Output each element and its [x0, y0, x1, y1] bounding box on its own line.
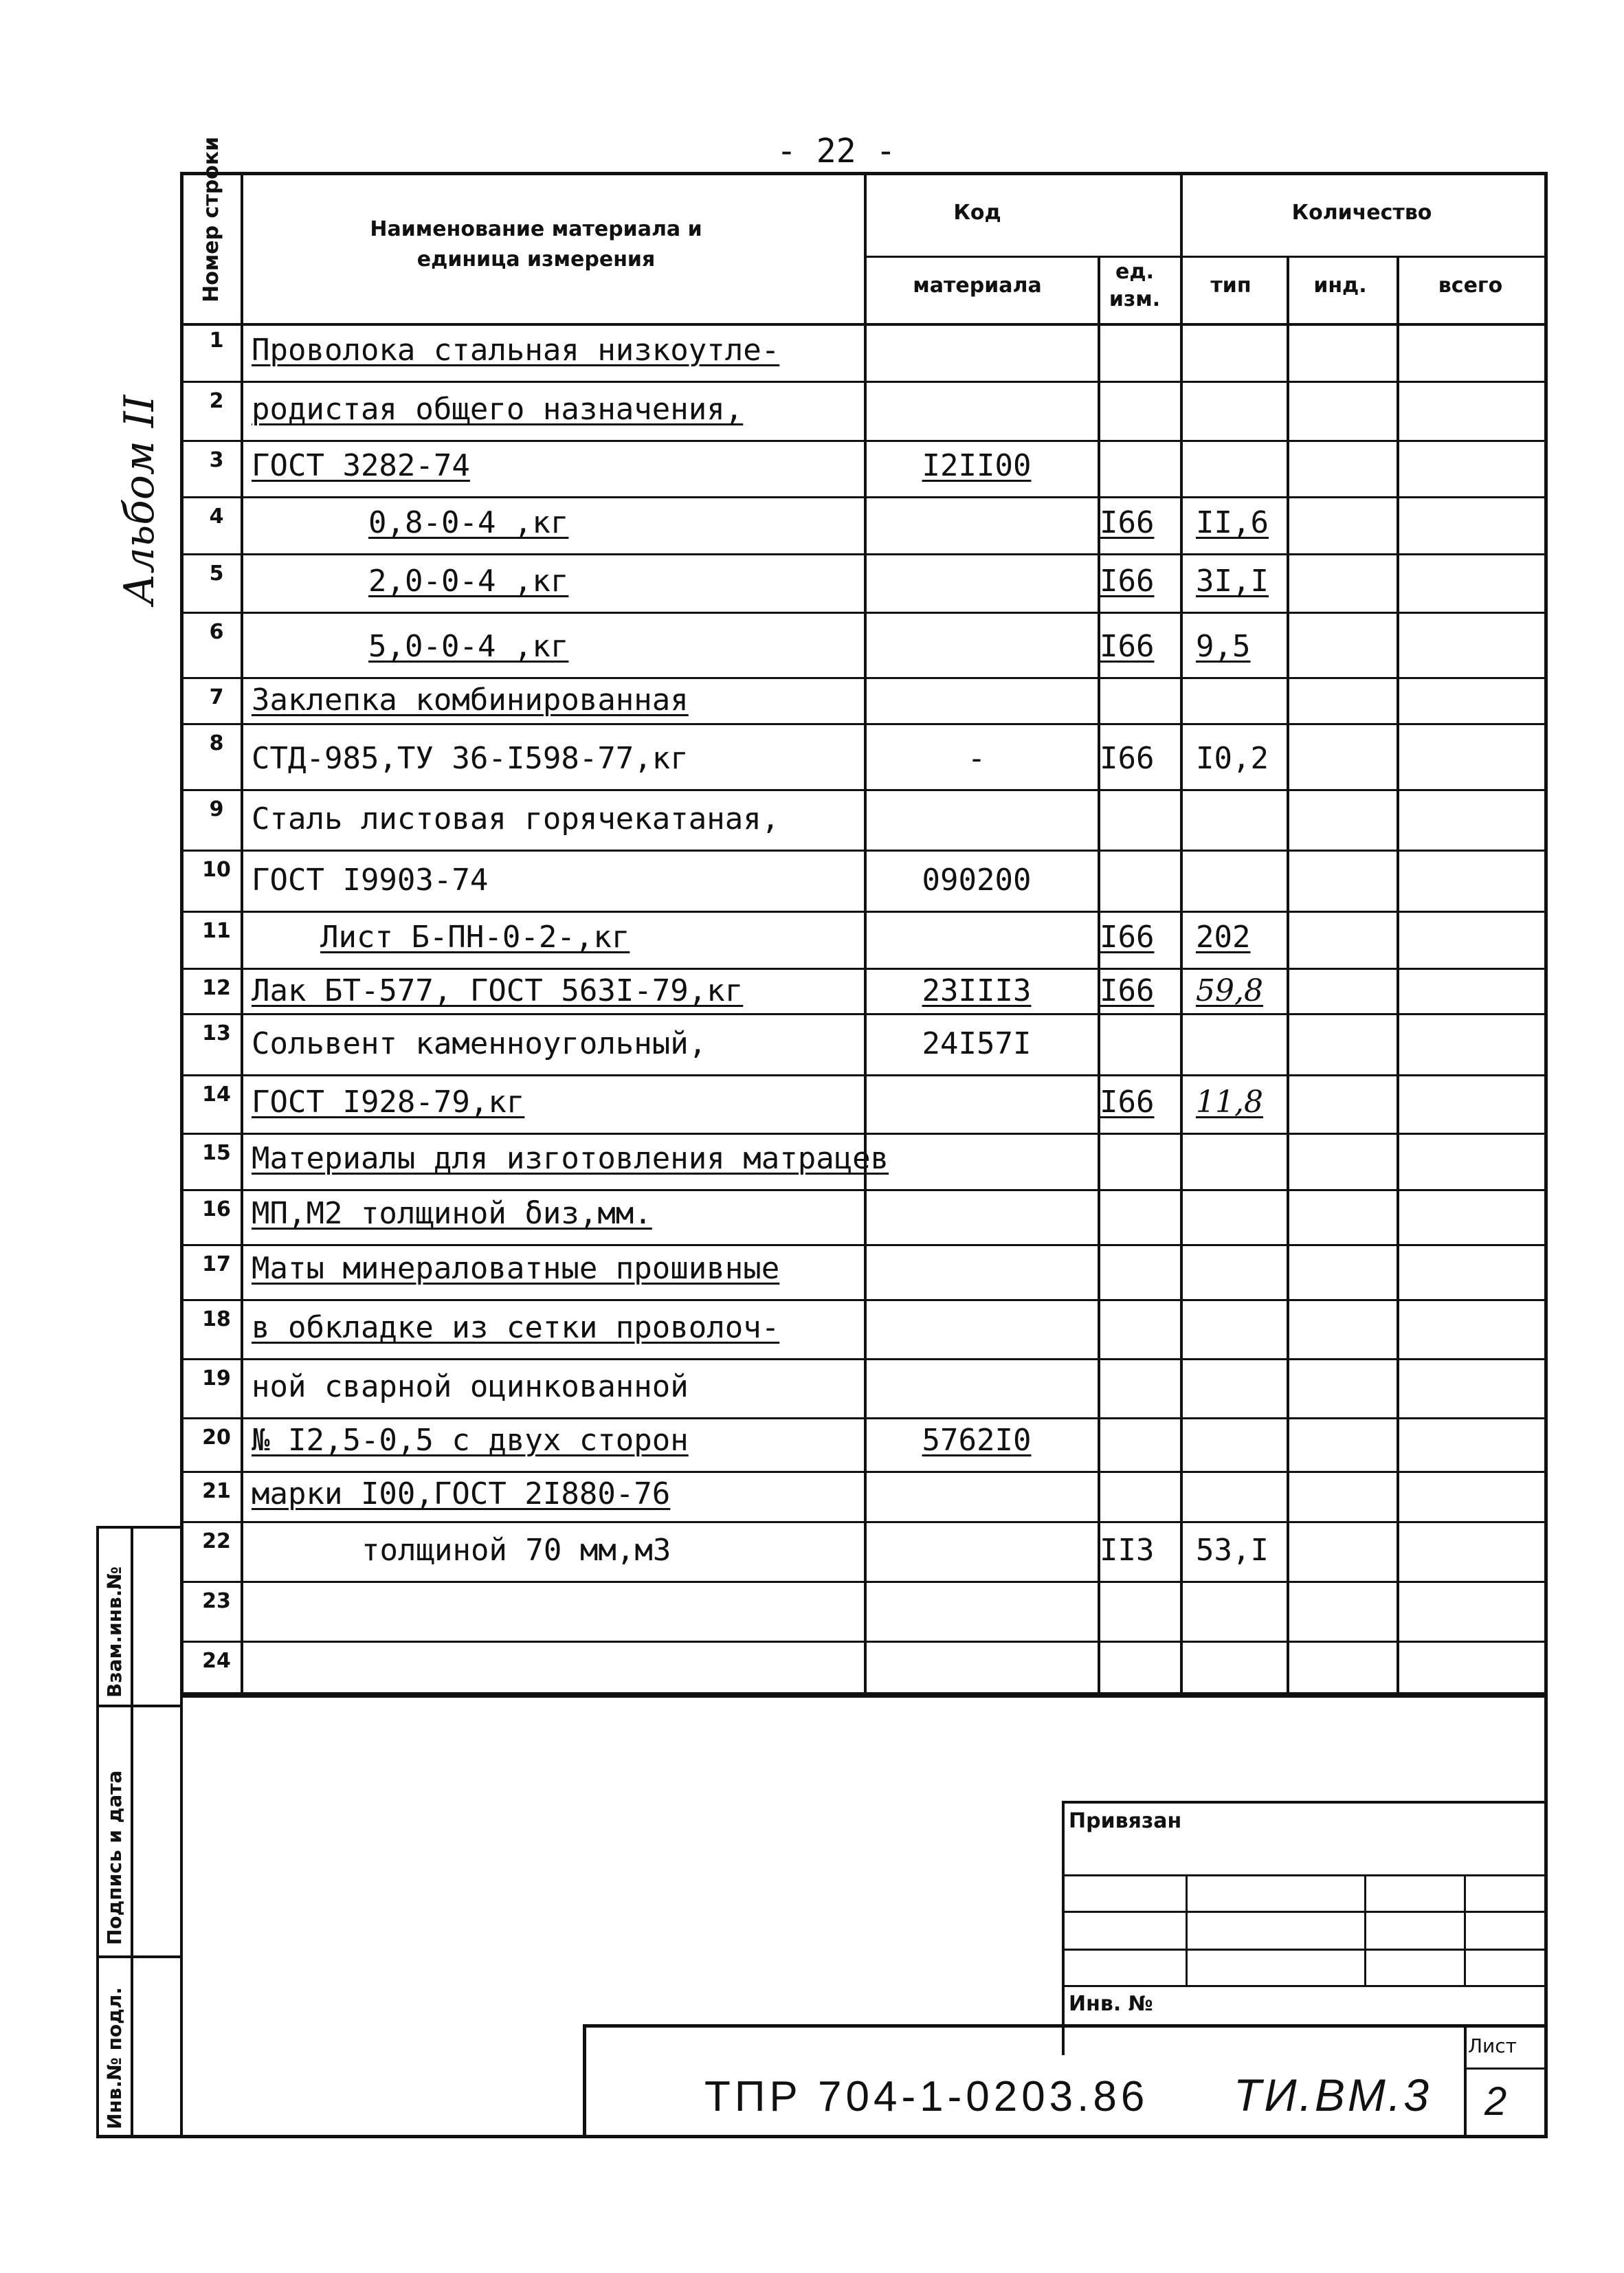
material-name: родистая общего назначения, [252, 392, 744, 427]
stamp-inv-podl: Инв.№ подл. [103, 1987, 126, 2129]
quantity-type: I0,2 [1196, 741, 1269, 776]
material-name: Заклепка комбинированная [252, 683, 689, 718]
material-name: Лист Б-ПН-0-2-,кг [320, 920, 630, 955]
material-name: Сольвент каменноугольный, [252, 1026, 707, 1061]
row-number: 4 [209, 505, 224, 529]
material-name: толщиной 70 мм,м3 [361, 1533, 671, 1568]
material-code: 5762I0 [922, 1423, 1032, 1458]
row-number: 10 [202, 858, 231, 882]
material-name: 2,0-0-4 ,кг [368, 564, 569, 599]
unit-code: II3 [1100, 1533, 1155, 1568]
material-code: 23III3 [922, 973, 1032, 1008]
row-number: 14 [202, 1083, 231, 1107]
material-name: ГОСТ I9903-74 [252, 863, 489, 898]
row-number: 19 [202, 1366, 231, 1390]
row-number: 13 [202, 1021, 231, 1045]
header-q-type: тип [1210, 274, 1252, 298]
material-name: СТД-985,ТУ 36-I598-77,кг [252, 741, 689, 776]
row-number: 23 [202, 1589, 231, 1613]
row-number: 8 [209, 731, 224, 755]
sheet-label: Лист [1468, 2034, 1517, 2057]
unit-code: I66 [1100, 564, 1155, 599]
header-material-name: Наименование материала и единица измерения [370, 217, 702, 271]
material-name: марки I00,ГОСТ 2I880-76 [252, 1476, 671, 1511]
material-name: Материалы для изготовления матрацев [252, 1141, 889, 1176]
header-code-material: материала [913, 274, 1042, 298]
material-name: 5,0-0-4 ,кг [368, 629, 569, 664]
material-name: Маты минераловатные прошивные [252, 1251, 780, 1286]
inv-no-label: Инв. № [1069, 1992, 1153, 2016]
header-code: Код [953, 201, 1001, 225]
quantity-type: 202 [1196, 920, 1251, 955]
row-number: 9 [209, 797, 224, 821]
material-name: Сталь листовая горячекатаная, [252, 801, 780, 836]
document-code: ТПР 704-1-0203.86 [704, 2073, 1149, 2120]
header-q-ind: инд. [1313, 274, 1367, 298]
unit-code: I66 [1100, 973, 1155, 1008]
sheet-number: 2 [1484, 2079, 1507, 2124]
row-number: 21 [202, 1479, 231, 1503]
header-q-total: всего [1438, 274, 1503, 298]
material-code: - [967, 741, 986, 776]
quantity-type: 53,I [1196, 1533, 1269, 1568]
row-number: 22 [202, 1529, 231, 1553]
row-number: 20 [202, 1426, 231, 1450]
quantity-type: II,6 [1196, 505, 1269, 540]
album-label: Альбом II [115, 395, 164, 605]
material-name: ной сварной оцинкованной [252, 1369, 689, 1404]
material-name: № I2,5-0,5 с двух сторон [252, 1423, 689, 1458]
header-code-unit: ед. изм. [1109, 260, 1161, 311]
quantity-type: 3I,I [1196, 564, 1269, 599]
material-code: 24I57I [922, 1026, 1032, 1061]
stamp-podpis: Подпись и дата [103, 1770, 126, 1945]
material-name: Лак БТ-577, ГОСТ 563I-79,кг [252, 973, 744, 1008]
material-name: ГОСТ 3282-74 [252, 448, 470, 483]
quantity-type: 59,8 [1196, 973, 1263, 1008]
row-number: 6 [209, 620, 224, 644]
row-number: 11 [202, 919, 231, 943]
document-code-2: ТИ.ВМ.3 [1234, 2070, 1432, 2120]
row-number: 16 [202, 1197, 231, 1221]
row-number: 17 [202, 1252, 231, 1276]
header-row-number: Номер строки [199, 136, 223, 302]
row-number: 18 [202, 1307, 231, 1331]
quantity-type: 9,5 [1196, 629, 1251, 664]
material-name: Проволока стальная низкоутле- [252, 333, 780, 368]
unit-code: I66 [1100, 920, 1155, 955]
unit-code: I66 [1100, 629, 1155, 664]
unit-code: I66 [1100, 1085, 1155, 1120]
material-code: 090200 [922, 863, 1032, 898]
row-number: 2 [209, 389, 224, 413]
row-number: 15 [202, 1141, 231, 1165]
unit-code: I66 [1100, 505, 1155, 540]
row-number: 24 [202, 1649, 231, 1673]
row-number: 12 [202, 976, 231, 1000]
material-name: МП,М2 толщиной δиз,мм. [252, 1196, 652, 1231]
row-number: 3 [209, 448, 224, 472]
material-name: в обкладке из сетки проволоч- [252, 1310, 780, 1345]
privyazan-label: Привязан [1069, 1809, 1182, 1833]
header-quantity: Количество [1291, 201, 1432, 225]
material-name: 0,8-0-4 ,кг [368, 505, 569, 540]
material-code: I2II00 [922, 448, 1032, 483]
quantity-type: 11,8 [1196, 1085, 1263, 1120]
row-number: 7 [209, 685, 224, 709]
page-number: - 22 - [777, 132, 896, 170]
row-number: 5 [209, 562, 224, 586]
unit-code: I66 [1100, 741, 1155, 776]
stamp-vzam: Взам.инв.№ [103, 1566, 126, 1698]
material-name: ГОСТ I928-79,кг [252, 1085, 525, 1120]
row-number: 1 [209, 329, 224, 353]
